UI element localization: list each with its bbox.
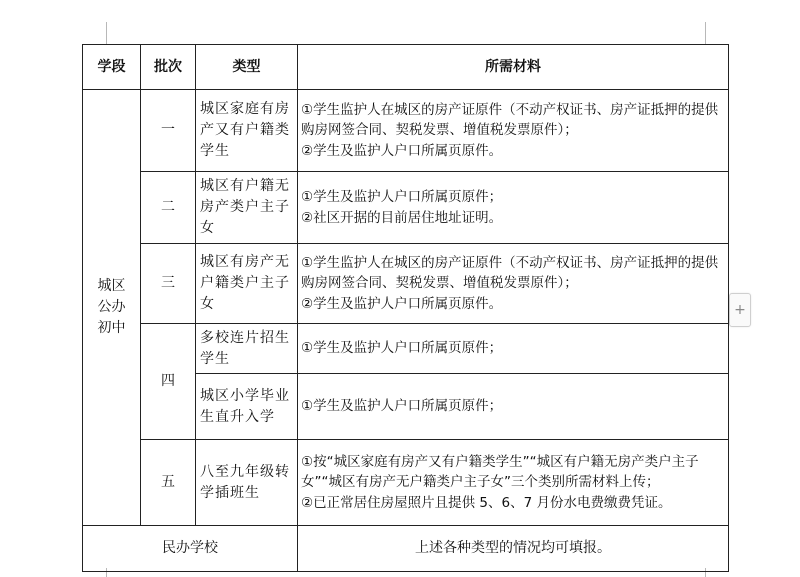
batch-cell: 四 [141, 324, 196, 440]
enrollment-materials-table [82, 44, 729, 572]
type-cell: 八至九年级转学插班生 [196, 440, 298, 526]
materials-line: ②学生及监护人户口所属页原件。 [301, 295, 503, 312]
materials-cell: ①学生及监护人户口所属页原件； [298, 324, 729, 374]
type-cell: 城区有房产无户籍类户主子女 [196, 244, 298, 324]
private-school-materials: 上述各种类型的情况均可填报。 [298, 526, 729, 572]
batch-cell: 五 [141, 440, 196, 526]
type-cell: 城区家庭有房产又有户籍类学生 [196, 90, 298, 172]
materials-line: ②社区开据的目前居住地址证明。 [301, 209, 503, 226]
page-corner-mark [705, 22, 706, 44]
table-row [83, 324, 729, 374]
materials-line: ①学生监护人在城区的房产证原件（不动产权证书、房产证抵押的提供购房网签合同、契税发票、增值税发票原件）； [301, 254, 719, 292]
table-row [83, 90, 729, 172]
materials-line: ①学生监护人在城区的房产证原件（不动产权证书、房产证抵押的提供购房网签合同、契税发票、增值税发票原件）； [301, 101, 719, 139]
materials-line: ①学生及监护人户口所属页原件； [301, 189, 503, 205]
batch-cell: 二 [141, 172, 196, 244]
type-cell: 城区有户籍无房产类户主子女 [196, 172, 298, 244]
materials-line: ②已正常居住房屋照片且提供 5、6、7 月份水电费缴费凭证。 [301, 494, 672, 511]
header-type: 类型 [196, 45, 298, 90]
materials-cell [298, 244, 729, 324]
table-row [83, 244, 729, 324]
page-corner-mark [106, 22, 107, 44]
materials-line: ①按“城区家庭有房产又有户籍类学生”“城区有户籍无房产类户主子女”“城区有房产无户籍类户主子女”三个类别所需材料上传； [301, 453, 699, 491]
header-stage: 学段 [83, 45, 141, 90]
batch-cell: 一 [141, 90, 196, 172]
header-row [83, 45, 729, 90]
materials-line: ②学生及监护人户口所属页原件。 [301, 142, 503, 159]
materials-cell: ①学生及监护人户口所属页原件； [298, 374, 729, 440]
private-school-label: 民办学校 [83, 526, 298, 572]
materials-cell [298, 90, 729, 172]
stage-cell: 城区公办初中 [83, 90, 141, 526]
type-cell: 多校连片招生学生 [196, 324, 298, 374]
batch-cell: 三 [141, 244, 196, 324]
materials-cell [298, 172, 729, 244]
type-cell: 城区小学毕业生直升入学 [196, 374, 298, 440]
header-batch: 批次 [141, 45, 196, 90]
table-row [83, 172, 729, 244]
table-row [83, 440, 729, 526]
materials-cell [298, 440, 729, 526]
add-row-button[interactable]: + [729, 293, 751, 327]
header-materials: 所需材料 [298, 45, 729, 90]
table-row [83, 526, 729, 572]
